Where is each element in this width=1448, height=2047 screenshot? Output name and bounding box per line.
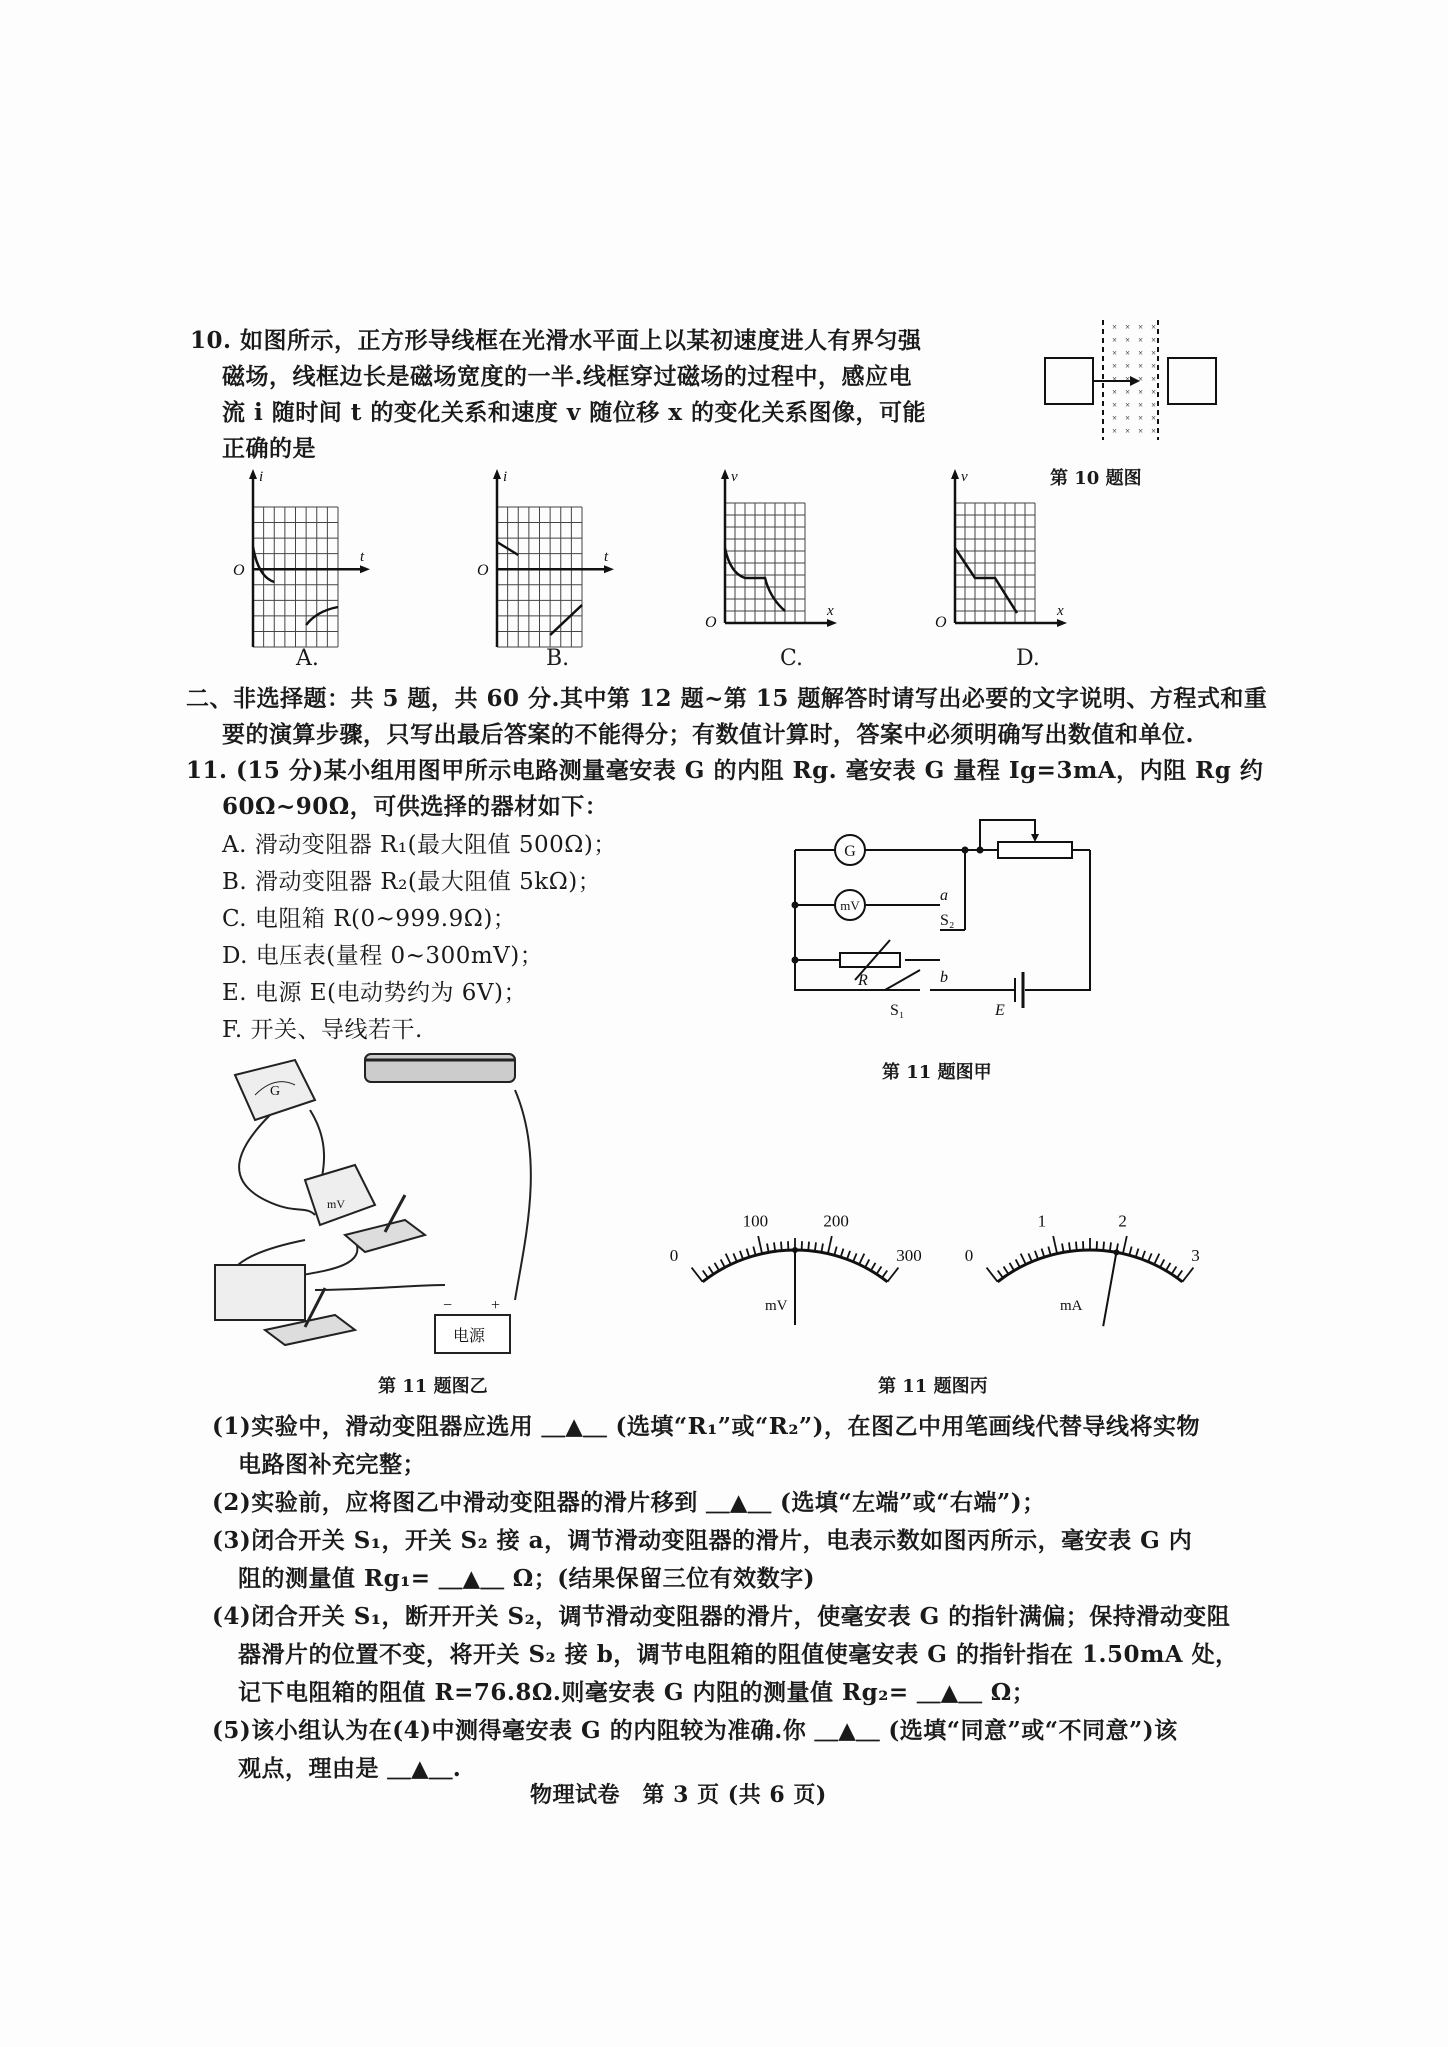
option-graph-b [472,465,652,645]
grid [725,503,805,623]
field-x-mark: × [1151,426,1157,436]
field-x-mark: × [1151,374,1157,384]
field-x-mark: × [1138,374,1144,384]
field-x-mark: × [1125,361,1131,371]
y-axis-label: i [259,469,264,485]
field-x-mark: × [1112,348,1118,358]
grid [497,507,582,647]
option-graph-d [930,465,1110,645]
meters-caption: 第 11 题图丙 [878,1376,988,1397]
field-x-mark: × [1151,400,1157,410]
field-x-mark: × [1125,413,1131,423]
circuit-caption: 第 11 题图甲 [882,1062,992,1083]
q10-figure [1040,320,1220,440]
subquestion-1: 电路图补充完整； [238,1451,426,1478]
q10-line: 正确的是 [222,435,316,462]
equipment-item: A. 滑动变阻器 R₁(最大阻值 500Ω)； [222,832,617,858]
field-x-mark: × [1112,335,1118,345]
field-x-mark: × [1125,335,1131,345]
q10-line: 流 i 随时间 t 的变化关系和速度 v 随位移 x 的变化关系图像，可能 [222,399,926,426]
g-device-label: G [270,1084,281,1099]
equipment-item: E. 电源 E(电动势约为 6V)； [222,980,528,1006]
y-axis-label: v [731,469,738,485]
meter-tick-label: 100 [742,1211,769,1231]
meter-tick-label: 0 [669,1246,679,1266]
equipment-item: C. 电阻箱 R(0~999.9Ω)； [222,906,517,932]
page-footer: 物理试卷 第 3 页 (共 6 页) [530,1782,827,1808]
q11-line: 11. (15 分)某小组用图甲所示电路测量毫安表 G 的内阻 Rg. 毫安表 G 量程 Ig=3mA，内阻 Rg 约 [186,757,1264,784]
y-axis-label: v [961,469,968,485]
meter-tick-label: 3 [1191,1246,1200,1266]
graph-curve [955,548,1017,613]
subquestion-3: (3)闭合开关 S₁，开关 S₂ 接 a，调节滑动变阻器的滑片，电表示数如图丙所示，毫安表 G 内 [212,1527,1193,1554]
terminal-a-label: a [940,887,948,904]
minus-terminal: − [443,1297,453,1314]
plus-terminal: + [491,1297,501,1314]
apparatus-figure [215,1040,625,1370]
equipment-item: B. 滑动变阻器 R₂(最大阻值 5kΩ)； [222,869,602,895]
field-x-mark: × [1125,322,1131,332]
field-x-mark: × [1112,426,1118,436]
grid [955,503,1035,623]
mv-device-label: mV [327,1197,345,1211]
meter-tick-label: 2 [1118,1211,1127,1231]
s2-label: S₂ [940,912,955,929]
option-d-label[interactable]: D. [1016,646,1040,671]
equipment-item: F. 开关、导线若干. [222,1017,423,1043]
section-heading: 二、非选择题：共 5 题，共 60 分.其中第 12 题~第 15 题解答时请写出必要的文字说明、方程式和重 [186,685,1268,712]
wire [795,850,920,990]
field-x-mark: × [1112,374,1118,384]
field-x-mark: × [1112,413,1118,423]
meter-needle [1103,1252,1116,1326]
rheostat-device [365,1054,515,1082]
field-x-mark: × [1151,413,1157,423]
meter-tick-label: 200 [823,1211,849,1231]
origin-label: O [705,614,717,631]
meter-tick-label: 0 [964,1246,974,1266]
origin-label: O [233,562,245,580]
resistance-box [840,953,900,967]
field-x-mark: × [1138,400,1144,410]
circuit-diagram [790,810,1100,1020]
subquestion-4: (4)闭合开关 S₁，断开开关 S₂，调节滑动变阻器的滑片，使毫安表 G 的指针满偏；保持滑动变阻 [212,1603,1231,1630]
subquestion-5: 观点，理由是 ＿▲＿. [238,1755,462,1782]
option-graph-a [228,465,408,645]
q10-figure-caption: 第 10 题图 [1050,468,1142,489]
subquestion-5: (5)该小组认为在(4)中测得毫安表 G 的内阻较为准确.你 ＿▲＿ (选填“同意”或“不同意”)该 [212,1717,1178,1744]
field-x-mark: × [1138,348,1144,358]
field-x-mark: × [1138,387,1144,397]
power-supply-label: 电源 [453,1328,486,1345]
apparatus-caption: 第 11 题图乙 [378,1376,488,1397]
field-x-mark: × [1125,374,1131,384]
subquestion-4: 记下电阻箱的阻值 R=76.8Ω.则毫安表 G 内阻的测量值 Rg₂= ＿▲＿ Ω； [238,1679,1036,1706]
field-x-mark: × [1138,413,1144,423]
field-x-mark: × [1125,426,1131,436]
e-label: E [995,1002,1005,1019]
mv-label: mV [840,898,860,913]
milliammeter-dial [965,1211,1200,1326]
field-x-mark: × [1138,361,1144,371]
option-c-label[interactable]: C. [780,646,804,671]
switch-s1 [885,970,920,990]
option-graph-c [700,465,880,645]
q10-line: 10. 如图所示，正方形导线框在光滑水平面上以某初速度进人有界匀强 [190,327,922,354]
equipment-item: D. 电压表(量程 0~300mV)； [222,943,544,969]
field-x-mark: × [1112,400,1118,410]
meter-unit: mV [765,1298,788,1314]
graph-curve [550,605,582,635]
field-x-mark: × [1112,322,1118,332]
x-axis-label: x [827,603,834,619]
meter-unit: mA [1060,1298,1083,1314]
g-label: G [844,843,856,860]
wire-frame-left [1045,358,1093,404]
r-label: R [858,972,868,989]
x-axis-label: t [360,549,365,566]
q11-line: 60Ω~90Ω，可供选择的器材如下： [222,793,609,820]
subquestion-1: (1)实验中，滑动变阻器应选用 ＿▲＿ (选填“R₁”或“R₂”)，在图乙中用笔画线代替导线将实物 [212,1413,1201,1440]
section-heading: 要的演算步骤，只写出最后答案的不能得分；有数值计算时，答案中必须明确写出数值和单位. [222,721,1195,748]
subquestion-3: 阻的测量值 Rg₁= ＿▲＿ Ω；(结果保留三位有效数字) [238,1565,815,1592]
origin-label: O [935,614,947,631]
meter-tick-label: 1 [1037,1211,1047,1231]
meter-tick-label: 300 [896,1246,922,1266]
s1-label: S₁ [890,1002,905,1019]
field-x-mark: × [1125,387,1131,397]
wire [239,1115,315,1215]
field-x-mark: × [1112,361,1118,371]
millivoltmeter-device [305,1165,375,1225]
option-a-label[interactable]: A. [296,646,319,671]
field-x-mark: × [1151,361,1157,371]
field-x-mark: × [1151,348,1157,358]
origin-label: O [477,562,489,580]
x-axis-label: t [604,549,609,566]
option-b-label[interactable]: B. [546,646,570,671]
meter-readings [665,1200,1225,1340]
rheostat [998,842,1072,858]
field-x-mark: × [1112,387,1118,397]
field-x-mark: × [1138,335,1144,345]
subquestion-4: 器滑片的位置不变，将开关 S₂ 接 b，调节电阻箱的阻值使毫安表 G 的指针指在 1.50mA 处， [238,1641,1239,1668]
field-x-mark: × [1151,387,1157,397]
subquestion-2: (2)实验前，应将图乙中滑动变阻器的滑片移到 ＿▲＿ (选填“左端”或“右端”)； [212,1489,1046,1516]
wire-frame-right [1168,358,1216,404]
field-x-mark: × [1151,335,1157,345]
field-x-mark: × [1138,322,1144,332]
x-axis-label: x [1057,603,1064,619]
field-x-mark: × [1151,322,1157,332]
field-x-mark: × [1125,348,1131,358]
terminal-b-label: b [940,969,948,986]
y-axis-label: i [503,469,508,485]
q10-line: 磁场，线框边长是磁场宽度的一半.线框穿过磁场的过程中，感应电 [222,363,913,390]
resistance-box-device [215,1265,305,1320]
millivoltmeter-dial [670,1211,922,1325]
field-x-mark: × [1125,400,1131,410]
field-x-mark: × [1138,426,1144,436]
